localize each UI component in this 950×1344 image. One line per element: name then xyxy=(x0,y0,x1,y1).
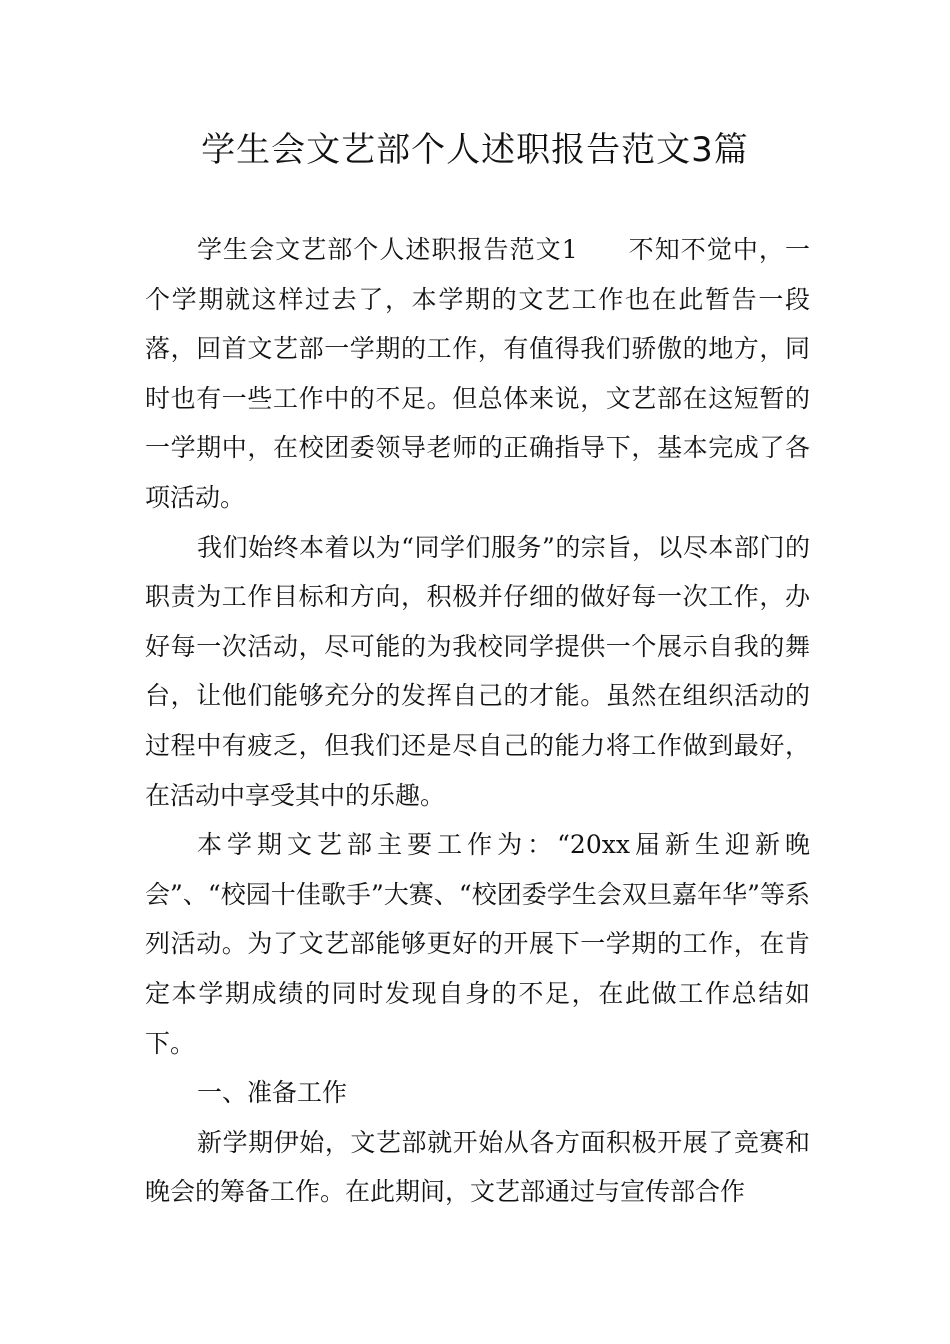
document-title: 学生会文艺部个人述职报告范文3篇 xyxy=(201,130,749,170)
paragraph-1-text: 不知不觉中，一个学期就这样过去了，本学期的文艺工作也在此暂告一段落，回首文艺部一学期的工作，有值得我们骄傲的地方，同时也有一些工作中的不足。但总体来说，文艺部在这短暂的一学期中，在校团委领导老师的正确指导下，基本完成了各项活动。 xyxy=(145,235,810,512)
section-heading-preparation: 一、准备工作 xyxy=(197,1078,348,1108)
paragraph-1 xyxy=(145,225,810,523)
paragraph-5: 新学期伊始，文艺部就开始从各方面积极开展了竞赛和晚会的筹备工作。在此期间，文艺部通过与宣传部合作 xyxy=(145,1127,810,1207)
document-body xyxy=(145,225,810,1217)
paragraph-3: 本学期文艺部主要工作为：“20xx届新生迎新晚会”、“校园十佳歌手”大赛、“校团委学生会双旦嘉年华”等系列活动。为了文艺部能够更好的开展下一学期的工作，在肯定本学期成绩的同时发现自身的不足，在此做工作总结如下。 xyxy=(145,830,810,1058)
paragraph-2: 我们始终本着以为“同学们服务”的宗旨，以尽本部门的职责为工作目标和方向，积极并仔细的做好每一次工作，办好每一次活动，尽可能的为我校同学提供一个展示自我的舞台，让他们能够充分的发挥自己的才能。虽然在组织活动的过程中有疲乏，但我们还是尽自己的能力将工作做到最好，在活动中享受其中的乐趣。 xyxy=(145,532,810,810)
paragraph-1-lead: 学生会文艺部个人述职报告范文1 xyxy=(197,235,578,264)
